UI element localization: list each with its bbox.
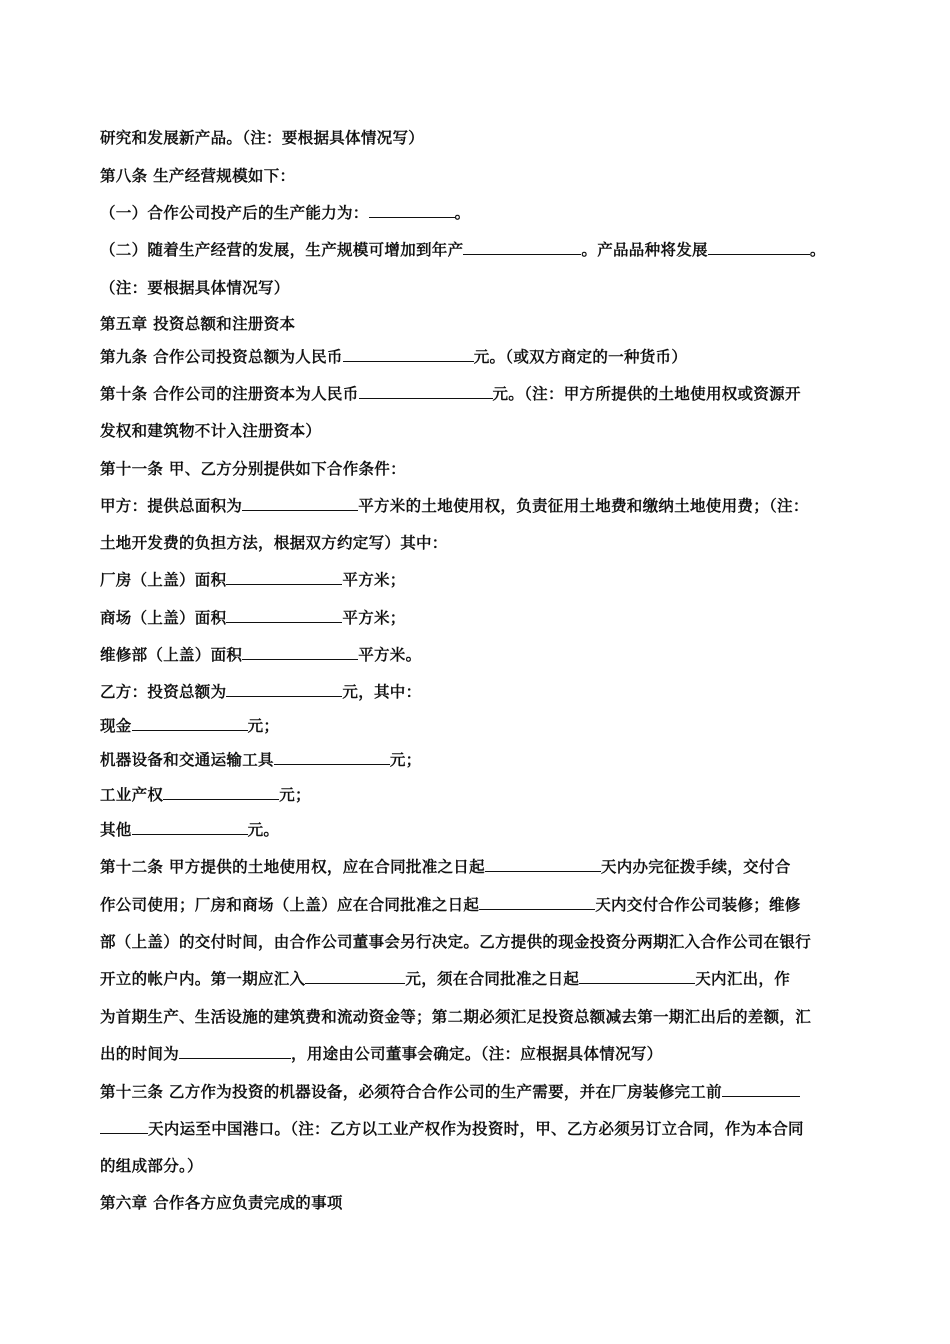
paragraph-line [100,278,860,298]
blank-line [132,716,248,731]
blank-line [226,608,342,623]
blank-line [722,1082,800,1097]
text: 元。 [247,820,280,839]
text: 。产品品种将发展 [581,240,708,259]
paragraph-line [100,203,860,223]
chapter-6-heading [100,1193,860,1213]
text: 平方米的土地使用权，负责征用土地费和缴纳土地使用费；（注： [358,496,809,515]
paragraph-line [100,969,860,989]
text: 第十三条 乙方作为投资的机器设备，必须符合合作公司的生产需要，并在厂房装修完工前 [100,1082,722,1101]
blank-line [463,240,581,255]
text: 为首期生产、生活设施的建筑费和流动资金等；第二期必须汇足投资总额减去第一期汇出后的差额，汇 [100,1007,812,1026]
blank-line [242,496,358,511]
paragraph-line [100,533,860,553]
blank-line [100,1119,148,1134]
paragraph-line [100,570,860,590]
article-9 [100,347,860,367]
blank-line [242,645,358,660]
text: 现金 [100,716,132,735]
text: 。 [454,203,471,222]
blank-line [359,384,493,399]
text: 部（上盖）的交付时间，由合作公司董事会另行决定。乙方提供的现金投资分两期汇入合作公司在银行 [100,932,812,951]
blank-line [163,785,279,800]
paragraph-line [100,608,860,628]
text: 天内汇出，作 [695,969,791,988]
paragraph-line [100,240,860,260]
text: 平方米。 [358,645,422,664]
text: 甲方：提供总面积为 [100,496,243,515]
text: 作公司使用；厂房和商场（上盖）应在合同批准之日起 [100,895,480,914]
text: 天内办完征拨手续，交付合 [600,857,791,876]
text: （二）随着生产经营的发展，生产规模可增加到年产 [100,240,464,259]
article-12 [100,857,860,877]
text: 机器设备和交通运输工具 [100,750,274,769]
text: 第八条 生产经营规模如下： [100,166,296,185]
blank-line [708,240,810,255]
paragraph-line [100,421,860,441]
text: 第十条 合作公司的注册资本为人民币 [100,384,359,403]
text: 天内运至中国港口。（注：乙方以工业产权作为投资时，甲、乙方必须另订立合同，作为本合同 [148,1119,804,1138]
paragraph-line [100,1119,860,1139]
text: 元； [279,785,311,804]
blank-line [485,857,601,872]
article-13 [100,1082,860,1102]
text: 工业产权 [100,785,164,804]
paragraph-line [100,645,860,665]
article-11-heading [100,459,860,479]
text: 乙方：投资总额为 [100,682,227,701]
text: 第十一条 甲、乙方分别提供如下合作条件： [100,459,406,478]
text: 元； [389,750,422,769]
party-b-line [100,682,860,702]
text: 元，须在合同批准之日起 [405,969,580,988]
text: ，用途由公司董事会确定。（注：应根据具体情况写） [291,1044,663,1063]
text: 其他 [100,820,132,839]
text: 第十二条 甲方提供的土地使用权，应在合同批准之日起 [100,857,485,876]
text: 发权和建筑物不计入注册资本） [100,421,322,440]
text: 维修部（上盖）面积 [100,645,243,664]
article-10 [100,384,860,404]
text: 。 [809,240,826,259]
paragraph-line [100,1007,860,1027]
blank-line [226,570,342,585]
text: 出的时间为 [100,1044,180,1063]
paragraph-line [100,785,860,805]
blank-line [369,203,455,218]
text: （一）合作公司投产后的生产能力为： [100,203,369,222]
paragraph-line [100,750,860,770]
text: 第六章 合作各方应负责完成的事项 [100,1193,343,1212]
text: 商场（上盖）面积 [100,608,227,627]
text: 第九条 合作公司投资总额为人民币 [100,347,343,366]
text: 土地开发费的负担方法，根据双方约定写）其中： [100,533,448,552]
paragraph-line [100,820,860,840]
text: （注：要根据具体情况写） [100,278,290,297]
blank-line [343,347,474,362]
text: 平方米； [342,570,406,589]
text: 开立的帐户内。第一期应汇入 [100,969,306,988]
blank-line [305,969,405,984]
paragraph-line [100,1156,860,1176]
text: 平方米； [342,608,406,627]
article-8-heading [100,166,860,186]
paragraph-line [100,128,860,148]
blank-line [274,750,390,765]
chapter-5-heading [100,314,860,334]
paragraph-line [100,895,860,915]
blank-line [179,1044,291,1059]
blank-line [226,682,342,697]
party-a-line [100,496,860,516]
text: 元； [247,716,280,735]
paragraph-line [100,1044,860,1064]
text: 第五章 投资总额和注册资本 [100,314,296,333]
blank-line [479,895,595,910]
text: 天内交付合作公司装修；维修 [595,895,801,914]
blank-line [132,820,248,835]
text: 研究和发展新产品。（注：要根据具体情况写） [100,128,425,147]
text: 的组成部分。） [100,1156,203,1175]
text: 厂房（上盖）面积 [100,570,227,589]
text: 元，其中： [342,682,422,701]
text: 元。（注：甲方所提供的土地使用权或资源开 [492,384,801,403]
text: 元。（或双方商定的一种货币） [473,347,688,366]
paragraph-line [100,716,860,736]
blank-line [579,969,695,984]
paragraph-line [100,932,860,952]
